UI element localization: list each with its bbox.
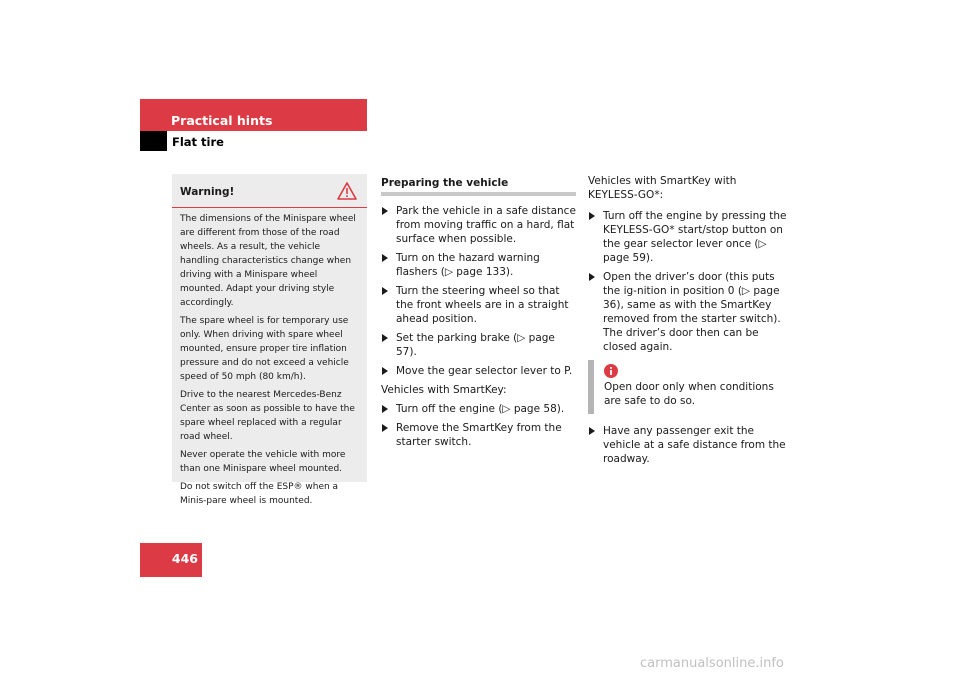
column-preparing-vehicle <box>381 174 576 454</box>
instruction-item: Remove the SmartKey from the starter switch. <box>381 421 576 449</box>
instruction-item: Move the gear selector lever to P. <box>381 364 576 378</box>
instruction-item: Park the vehicle in a safe distance from moving traffic on a hard, flat surface when possible. <box>381 204 576 246</box>
warning-title: Warning! <box>180 186 235 198</box>
warning-paragraph: The spare wheel is for temporary use only. When driving with spare wheel mounted, ensure proper tire inflation pressure and do not exceed a vehicle speed of 50 mph (80 km/h). <box>180 316 349 382</box>
subsection-intro: Vehicles with SmartKey with KEYLESS-GO*: <box>588 175 737 201</box>
instruction-item: Turn off the engine by pressing the KEYLESS-GO* start/stop button on the gear selector lever once (▷ page 59). <box>588 209 788 265</box>
info-text: Open door only when conditions are safe to do so. <box>604 381 774 407</box>
warning-paragraph: Never operate the vehicle with more than one Minispare wheel mounted. <box>180 450 346 474</box>
warning-paragraph: The dimensions of the Minispare wheel are different from those of the road wheels. As a result, the vehicle handling characteristics change when driving with a Minispare wheel mounted. Adapt your driving style accordingly. <box>180 214 356 308</box>
warning-header <box>172 174 367 208</box>
section-heading: Preparing the vehicle <box>381 174 576 196</box>
header-marker <box>140 131 167 151</box>
instruction-item: Turn on the hazard warning flashers (▷ page 133). <box>381 251 576 279</box>
page-number: 446 <box>140 543 202 577</box>
warning-triangle-icon <box>337 182 357 200</box>
instruction-item: Have any passenger exit the vehicle at a safe distance from the roadway. <box>588 424 788 466</box>
instruction-item: Turn the steering wheel so that the front wheels are in a straight ahead position. <box>381 284 576 326</box>
warning-box <box>172 174 367 506</box>
instruction-item: Turn off the engine (▷ page 58). <box>381 402 576 416</box>
instruction-item: Set the parking brake (▷ page 57). <box>381 331 576 359</box>
info-icon <box>604 364 618 378</box>
warning-paragraph: Do not switch off the ESP® when a Minis-pare wheel is mounted. <box>180 482 339 506</box>
instruction-item: Open the driver’s door (this puts the ig-nition in position 0 (▷ page 36), same as with the SmartKey removed from the starter switch). The driver’s door then can be closed again. <box>588 270 788 354</box>
warning-body <box>172 208 367 508</box>
section-title: Practical hints <box>140 99 367 131</box>
info-note <box>588 360 788 414</box>
subsection-intro: Vehicles with SmartKey: <box>381 384 507 396</box>
warning-paragraph: Drive to the nearest Mercedes-Benz Center as soon as possible to have the spare wheel replaced with a regular road wheel. <box>180 390 355 442</box>
watermark: carmanualsonline.info <box>640 656 784 671</box>
section-subtitle: Flat tire <box>172 135 224 149</box>
column-keyless-go <box>588 174 788 471</box>
